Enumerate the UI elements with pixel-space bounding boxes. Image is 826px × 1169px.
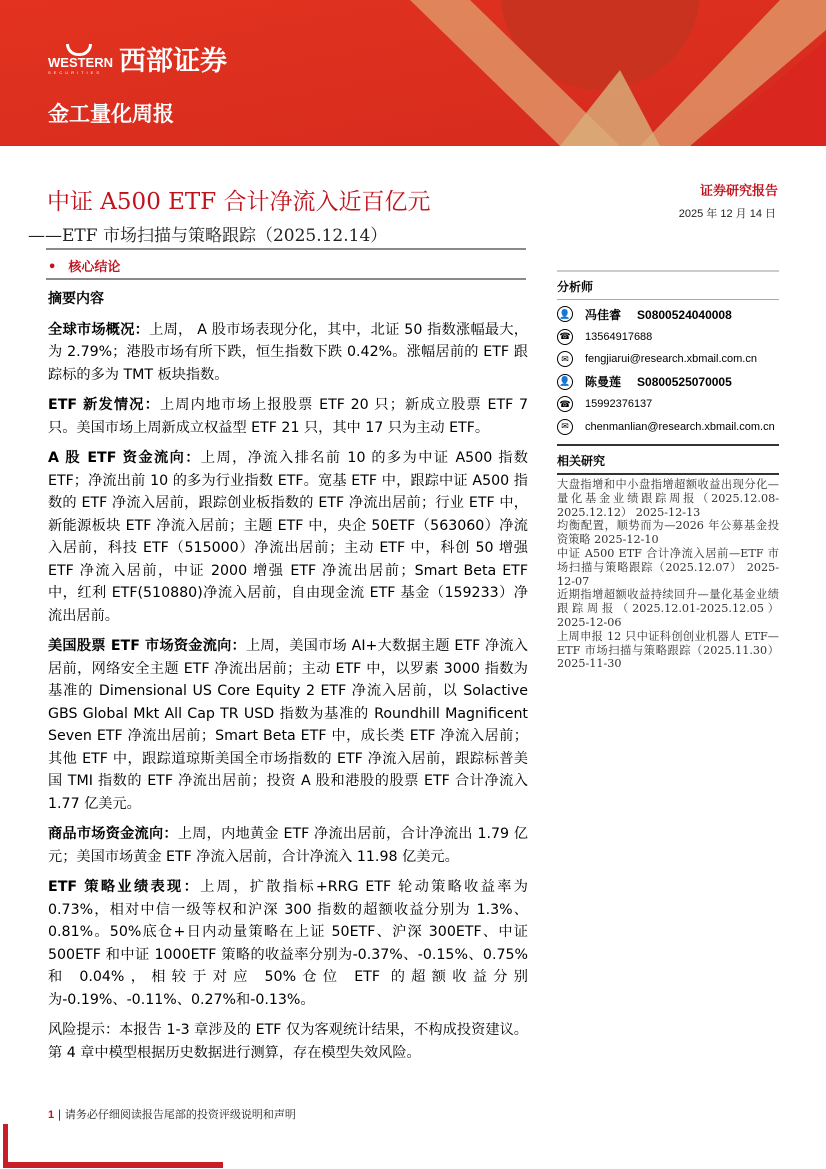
report-type: 证券研究报告 — [699, 183, 778, 198]
paragraph-text: 上周， A 股市场表现分化，其中，北证 50 指数涨幅最大，为 2.79%；港股市场有所下跌，恒生指数下跌 0.42%。涨幅居前的 ETF 跟踪标的多为 TMT 板块指数。 — [48, 321, 528, 383]
related-research — [557, 444, 779, 671]
person-icon: 👤 — [557, 306, 573, 322]
page-subtitle: ——ETF 市场扫描与策略跟踪（2025.12.14） — [28, 226, 388, 246]
summary-heading: 摘要内容 — [48, 291, 104, 307]
paragraph-label: 全球市场概况： — [48, 321, 150, 338]
core-conclusion-heading: • 核心结论 — [48, 260, 121, 275]
phone-icon: ☎ — [557, 396, 573, 412]
person-icon: 👤 — [557, 374, 573, 390]
summary-paragraph — [48, 635, 528, 815]
footer-notice: 请务必仔细阅读报告尾部的投资评级说明和声明 — [64, 1108, 296, 1121]
paragraph-label: 商品市场资金流向： — [48, 826, 178, 842]
paragraph-label: A 股 ETF 资金流向： — [48, 450, 201, 466]
analyst-phone: 15992376137 — [585, 398, 653, 411]
analyst-phone-row — [557, 326, 779, 349]
header-banner — [0, 0, 826, 146]
analyst-name-row — [557, 371, 779, 394]
analyst-cert: S0800524040008 — [637, 307, 732, 322]
page-title: 中证 A500 ETF 合计净流入近百亿元 — [47, 189, 431, 215]
page-number: 1 — [48, 1109, 55, 1121]
analyst-cert: S0800525070005 — [637, 375, 732, 390]
divider — [46, 278, 526, 280]
corner-decoration — [3, 1162, 223, 1168]
report-date: 2025 年 12 月 14 日 — [678, 208, 776, 220]
page-footer — [48, 1106, 296, 1122]
related-item[interactable]: 近期指增超额收益持续回升—量化基金业绩跟踪周报（2025.12.01-2025.12.05） 2025-12-06 — [557, 588, 779, 629]
paragraph-text: 上周，净流入排名前 10 的多为中证 A500 指数 ETF；净流出前 10 的多为行业指数 ETF。宽基 ETF 中，跟踪中证 A500 指数的 ETF 净流入居前，跟踪创业板指数的 ETF 净流出居前；行业 ETF 中，新能源板块 ETF 净流入居前；主题 ETF 中，央企 50ETF（563060）净流入居前，科技 ETF（515000）净流出居前；主动 ETF 中，科创 50 增强 ETF 净流入居前，中证 2000 增强 ETF 净流出居前；Smart Beta ETF 中，红利 ETF(510880)净流入居前，自由现金流 ETF 基金（159233）净流出居前。 — [48, 450, 528, 624]
summary-paragraph — [48, 319, 528, 387]
report-series: 金工量化周报 — [48, 102, 174, 126]
summary-paragraph — [48, 447, 528, 627]
related-item[interactable]: 中证 A500 ETF 合计净流入居前—ETF 市场扫描与策略跟踪（2025.12.07） 2025-12-07 — [557, 546, 779, 588]
analyst-name: 陈曼莲 — [585, 375, 622, 390]
paragraph-text: 上周，美国市场 AI+大数据主题 ETF 净流入居前，网络安全主题 ETF 净流出居前；主动 ETF 中，以罗素 3000 指数为基准的 Dimensional US Core Equity 2 ETF 净流入居前，以 Solactive GBS Global Mkt All Cap TR USD 指数为基准的 Roundhill Magnificent Seven ETF 净流出居前；Smart Beta ETF 中，成长类 ETF 净流入居前；其他 ETF 中，跟踪道琼斯美国全市场指数的 ETF 净流入居前，跟踪标普美国 TMI 指数的 ETF 净流出居前；投资 A 股和港股的股票 ETF 合计净流入 1.77 亿美元。 — [48, 638, 528, 812]
summary-paragraph — [48, 823, 528, 868]
analyst-phone-row — [557, 393, 779, 416]
mail-icon: ✉ — [557, 419, 573, 435]
mail-icon: ✉ — [557, 351, 573, 367]
related-item[interactable]: 大盘指增和中小盘指增超额收益出现分化—量化基金业绩跟踪周报（2025.12.08-2025.12.12） 2025-12-13 — [557, 478, 779, 519]
paragraph-text: 上周，扩散指标+RRG ETF 轮动策略收益率为 0.73%，相对中信一级等权和沪深 300 指数的超额收益分别为 1.3%、0.81%。50%底仓+日内动量策略在上证 50ETF、沪深 300ETF、中证 500ETF 和中证 1000ETF 策略的收益率分别为-0.37%、-0.15%、0.75%和 0.04%，相较于对应 50%仓位 ETF 的超额收益分别为-0.19%、-0.11%、0.27%和-0.13%。 — [48, 879, 528, 1008]
paragraph-label: 美国股票 ETF 市场资金流向： — [48, 638, 246, 654]
analyst-name-row — [557, 303, 779, 326]
summary-paragraph — [48, 394, 528, 439]
related-heading: 相关研究 — [557, 446, 779, 475]
risk-warning: 风险提示：本报告 1-3 章涉及的 ETF 仅为客观统计结果，不构成投资建议。第 4 章中模型根据历史数据进行测算，存在模型失效风险。 — [48, 1022, 528, 1061]
footer-separator: | — [57, 1108, 62, 1121]
paragraph-text: 上周，内地黄金 ETF 净流出居前，合计净流出 1.79 亿元；美国市场黄金 ETF 净流入居前，合计净流入 11.98 亿美元。 — [48, 826, 528, 865]
analyst-email[interactable]: fengjiarui@research.xbmail.com.cn — [585, 353, 757, 366]
paragraph-label: ETF 策略业绩表现： — [48, 879, 201, 895]
analyst-name: 冯佳睿 — [585, 307, 622, 322]
logo-en-text: WESTERN — [48, 55, 113, 70]
analyst-email[interactable]: chenmanlian@research.xbmail.com.cn — [585, 420, 775, 433]
summary-paragraph — [48, 876, 528, 1011]
analyst-heading: 分析师 — [557, 272, 779, 300]
related-item[interactable]: 均衡配置，顺势而为—2026 年公募基金投资策略 2025-12-10 — [557, 519, 779, 547]
company-logo — [48, 44, 227, 75]
phone-icon: ☎ — [557, 329, 573, 345]
related-item[interactable]: 上周申报 12 只中证科创创业机器人 ETF—ETF 市场扫描与策略跟踪（2025.11.30） 2025-11-30 — [557, 629, 779, 671]
analyst-email-row — [557, 416, 779, 439]
divider — [46, 248, 526, 250]
summary-content — [48, 288, 528, 1072]
core-label: 核心结论 — [68, 260, 121, 275]
analyst-phone: 13564917688 — [585, 330, 653, 343]
paragraph-label: ETF 新发情况： — [48, 397, 160, 413]
analyst-email-row — [557, 348, 779, 371]
logo-cn: 西部证券 — [119, 46, 227, 77]
paragraph-text: 上周内地市场上报股票 ETF 20 只；新成立股票 ETF 7 只。美国市场上周新成立权益型 ETF 21 只，其中 17 只为主动 ETF。 — [48, 397, 528, 436]
logo-en-sub: SECURITIES — [48, 70, 103, 75]
logo-en — [48, 44, 113, 75]
sidebar — [557, 270, 779, 671]
